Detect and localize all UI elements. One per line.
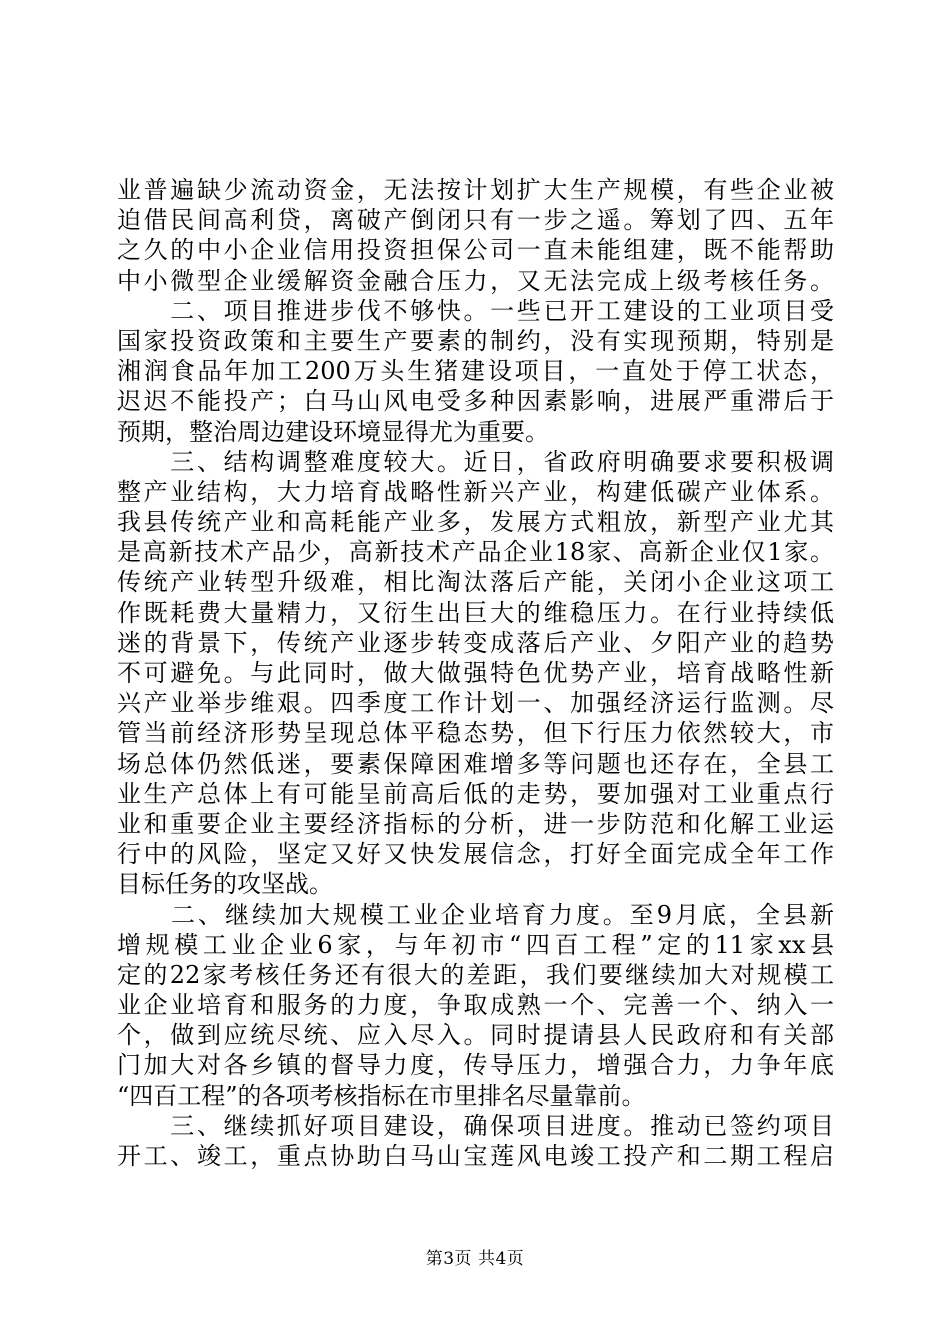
text-line: 湘润食品年加工200万头生猪建设项目，一直处于停工状态， [117,357,834,386]
text-line: 二、继续加大规模工业企业培育力度。至9月底，全县新 [117,900,834,929]
text-line: 三、结构调整难度较大。近日，省政府明确要求要积极调 [117,447,834,476]
text-line: 行中的风险，坚定又好又快发展信念，打好全面完成全年工作 [117,840,834,869]
text-line: 迷的背景下，传统产业逐步转变成落后产业、夕阳产业的趋势 [117,628,834,657]
text-line: 兴产业举步维艰。四季度工作计划一、加强经济运行监测。尽 [117,689,834,718]
text-line: 二、项目推进步伐不够快。一些已开工建设的工业项目受 [117,296,834,325]
text-line: 门加大对各乡镇的督导力度，传导压力，增强合力，力争年底 [117,1051,834,1080]
text-line: 迫借民间高利贷，离破产倒闭只有一步之遥。筹划了四、五年 [117,206,834,235]
text-line: 是高新技术产品少，高新技术产品企业18家、高新企业仅1家。 [117,538,834,567]
text-line: 目标任务的攻坚战。 [117,870,333,899]
text-line: 三、继续抓好项目建设，确保项目进度。推动已签约项目 [117,1111,834,1140]
text-line: 开工、竣工，重点协助白马山宝莲风电竣工投产和二期工程启 [117,1142,834,1170]
text-line: 增规模工业企业6家，与年初市“四百工程”定的11家xx县 [117,930,834,959]
text-line: 管当前经济形势呈现总体平稳态势，但下行压力依然较大，市 [117,719,834,748]
text-line: 业普遍缺少流动资金，无法按计划扩大生产规模，有些企业被 [117,176,834,204]
text-line: “四百工程”的各项考核指标在市里排名尽量靠前。 [117,1081,646,1110]
text-line: 国家投资政策和主要生产要素的制约，没有实现预期，特别是 [117,326,834,355]
text-line: 业和重要企业主要经济指标的分析，进一步防范和化解工业运 [117,809,834,838]
text-line: 场总体仍然低迷，要素保障困难增多等问题也还存在，全县工 [117,749,834,778]
text-line: 迟迟不能投产；白马山风电受多种因素影响，进展严重滞后于 [117,387,834,416]
text-line: 个，做到应统尽统、应入尽入。同时提请县人民政府和有关部 [117,1021,834,1050]
text-line: 定的22家考核任务还有很大的差距，我们要继续加大对规模工 [117,960,834,989]
text-line: 中小微型企业缓解资金融合压力，又无法完成上级考核任务。 [117,266,834,295]
text-line: 预期，整治周边建设环境显得尤为重要。 [117,417,549,446]
text-line: 不可避免。与此同时，做大做强特色优势产业，培育战略性新 [117,659,834,687]
text-line: 业企业培育和服务的力度，争取成熟一个、完善一个、纳入一 [117,991,834,1020]
text-line: 传统产业转型升级难，相比淘汰落后产能，关闭小企业这项工 [117,568,834,597]
text-line: 整产业结构，大力培育战略性新兴产业，构建低碳产业体系。 [117,477,834,506]
body-text [117,175,834,1171]
text-line: 作既耗费大量精力，又衍生出巨大的维稳压力。在行业持续低 [117,598,834,627]
text-line: 业生产总体上有可能呈前高后低的走势，要加强对工业重点行 [117,779,834,808]
page-footer: 第3页 共4页 [425,1249,525,1269]
text-line: 之久的中小企业信用投资担保公司一直未能组建，既不能帮助 [117,236,834,265]
text-line: 我县传统产业和高耗能产业多，发展方式粗放，新型产业尤其 [117,508,834,537]
